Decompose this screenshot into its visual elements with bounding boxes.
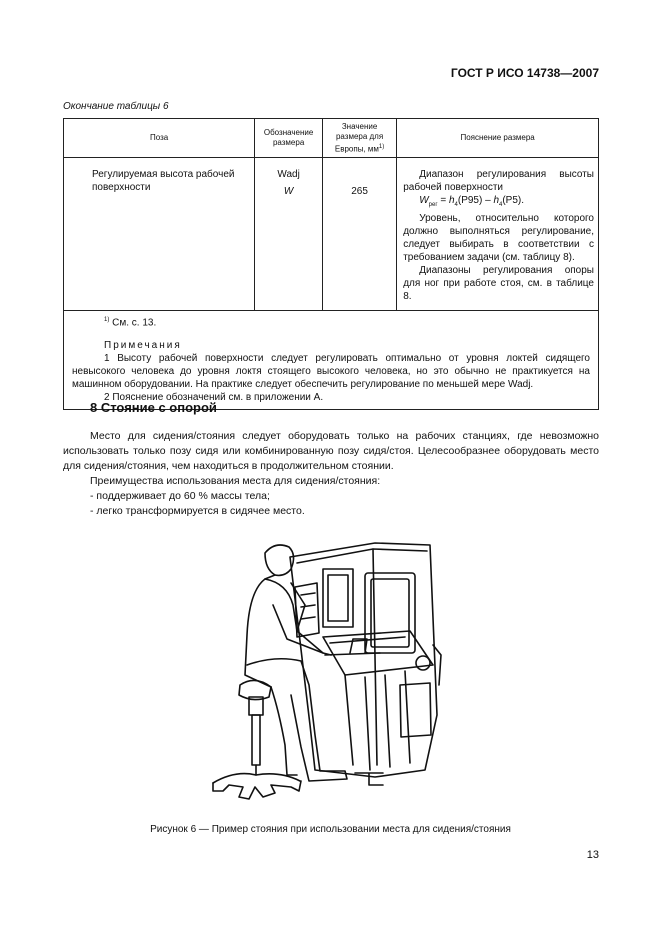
formula-p95: (P95) – bbox=[457, 195, 494, 206]
section-paragraph-1: Место для сидения/стояния следует оборудовать только на рабочих станциях, где невозможно использовать только позу сидя или комбинированную позу сидя/стоя. Целесообразнее оборудовать место для сидения/стояния, чем находиться в продолжительном стоянии. bbox=[63, 430, 599, 472]
document-header: ГОСТ Р ИСО 14738—2007 bbox=[450, 66, 599, 80]
designation-wadj: Wadj bbox=[277, 169, 300, 180]
header-value-line1: Значение bbox=[341, 121, 378, 131]
bullet-1: - поддерживает до 60 % массы тела; bbox=[90, 490, 270, 502]
header-designation: Обозначение размера bbox=[255, 119, 323, 158]
footnote-sup: 1) bbox=[104, 317, 110, 323]
header-value-sup: 1) bbox=[378, 143, 385, 150]
notes-title: Примечания bbox=[104, 340, 182, 352]
header-value bbox=[322, 119, 396, 158]
formula-h2: h bbox=[493, 195, 499, 206]
section-paragraph-2: Преимущества использования места для сидения/стояния: bbox=[90, 475, 381, 487]
dimension-table bbox=[63, 118, 599, 410]
page-number: 13 bbox=[586, 849, 599, 861]
note-1: 1 Высоту рабочей поверхности следует регулировать оптимально от уровня локтей сидящего невысокого человека до уровня локтя стоящего высокого человека, но это обычно не практикуется на машинном оборудовании. На практике следует обеспечить регулирование по меньшей мере Wadj. bbox=[72, 353, 590, 391]
formula-h1-sub: 4 bbox=[454, 202, 458, 208]
formula-h2-sub: 4 bbox=[499, 202, 503, 208]
header-explanation: Пояснение размера bbox=[397, 119, 599, 158]
cell-designation bbox=[255, 158, 323, 311]
formula-p5: (P5). bbox=[502, 195, 525, 206]
designation-w: W bbox=[283, 186, 294, 197]
cell-explanation bbox=[397, 158, 599, 311]
bullet-2: - легко трансформируется в сидячее место. bbox=[90, 505, 305, 517]
table-footnote bbox=[72, 314, 590, 329]
figure-caption: Рисунок 6 — Пример стояния при использовании места для сидения/стояния bbox=[150, 824, 511, 835]
explanation-range: Диапазон регулирования высоты рабочей поверхности bbox=[403, 169, 594, 193]
formula-w: W bbox=[419, 195, 429, 206]
section-title: 8 Стояние с опорой bbox=[90, 400, 217, 415]
explanation-formula bbox=[403, 194, 594, 212]
table-notes-row bbox=[64, 311, 599, 410]
footnote-text: См. с. 13. bbox=[109, 317, 157, 329]
header-pose: Поза bbox=[64, 119, 255, 158]
formula-w-sub: рег bbox=[428, 202, 438, 208]
formula-eq: = bbox=[437, 195, 449, 206]
machine-console-drawing bbox=[290, 543, 441, 785]
formula-h1: h bbox=[448, 195, 455, 206]
table-row bbox=[64, 158, 599, 311]
explanation-footrest: Диапазоны регулирования опоры для ног при работе стоя, см. в таблице 8. bbox=[403, 265, 594, 302]
figure-sit-stand-illustration bbox=[205, 535, 445, 815]
note-2: 2 Пояснение обозначений см. в приложении А. bbox=[104, 392, 324, 404]
header-value-line3: Европы, мм bbox=[334, 144, 379, 154]
cell-pose: Регулируемая высота рабочей поверхности bbox=[64, 158, 255, 311]
table-header-row bbox=[64, 119, 599, 158]
section-body bbox=[63, 429, 599, 519]
table-caption: Окончание таблицы 6 bbox=[63, 101, 169, 112]
cell-notes bbox=[64, 311, 599, 410]
explanation-level: Уровень, относительно которого должно выполняться регулирование, следует выбирать в соответствии с требованием задачи (см. таблицу 8). bbox=[403, 213, 594, 263]
cell-value: 265 bbox=[322, 158, 396, 311]
stool-drawing bbox=[213, 680, 301, 799]
header-value-line2: размера для bbox=[335, 131, 384, 141]
